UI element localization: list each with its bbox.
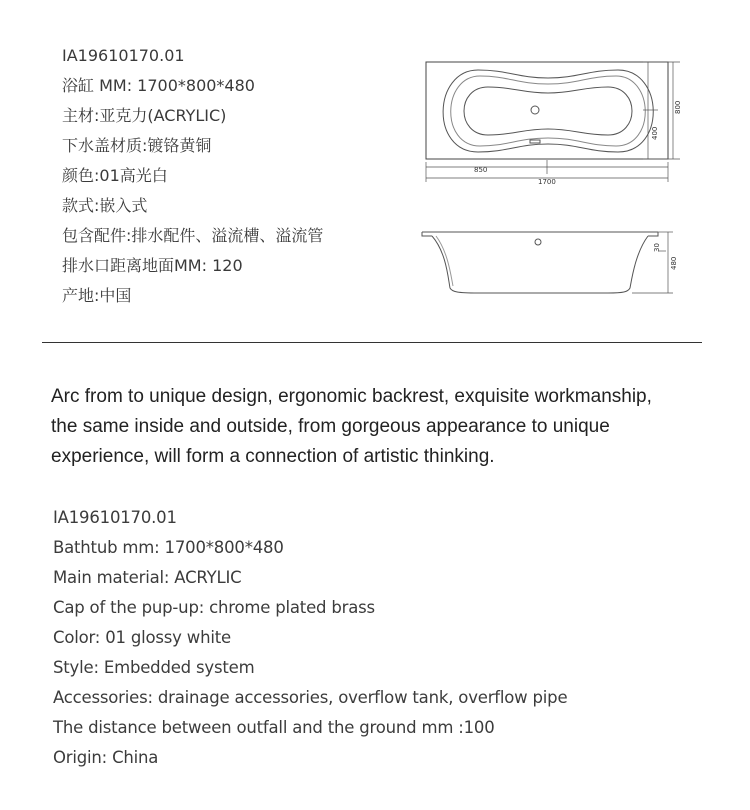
en-drain-height: The distance between outfall and the ground mm :100 <box>53 718 495 737</box>
top-view-drawing <box>426 62 680 182</box>
chinese-spec-list <box>62 44 412 314</box>
en-drain-cap-material: Cap of the pup-up: chrome plated brass <box>53 598 375 617</box>
dim-label-800: 800 <box>674 100 682 114</box>
cn-accessories: 包含配件:排水配件、溢流槽、溢流管 <box>62 226 324 245</box>
dim-label-30: 30 <box>653 243 661 252</box>
cn-color: 颜色:01高光白 <box>62 166 168 185</box>
dim-label-480: 480 <box>670 256 678 270</box>
technical-drawings <box>418 52 680 302</box>
en-origin: Origin: China <box>53 748 159 767</box>
section-divider <box>42 342 702 343</box>
en-style: Style: Embedded system <box>53 658 255 677</box>
bathtub-drawing-svg <box>418 52 680 302</box>
english-spec-list <box>53 506 703 776</box>
en-color: Color: 01 glossy white <box>53 628 231 647</box>
en-dimensions: Bathtub mm: 1700*800*480 <box>53 538 284 557</box>
cn-style: 款式:嵌入式 <box>62 196 148 215</box>
cn-material: 主材:亚克力(ACRYLIC) <box>62 106 227 125</box>
cn-origin: 产地:中国 <box>62 286 132 305</box>
en-accessories: Accessories: drainage accessories, overflow tank, overflow pipe <box>53 688 568 707</box>
intro-line: experience, will form a connection of artistic thinking. <box>51 446 495 467</box>
dim-label-400: 400 <box>651 126 659 140</box>
intro-line: Arc from to unique design, ergonomic backrest, exquisite workmanship, <box>51 386 652 407</box>
side-view-drawing <box>422 232 673 293</box>
intro-paragraph <box>51 382 701 472</box>
dim-label-1700: 1700 <box>538 178 556 186</box>
cn-drain-cap-material: 下水盖材质:镀铬黄铜 <box>62 136 212 155</box>
en-material: Main material: ACRYLIC <box>53 568 242 587</box>
cn-drain-height: 排水口距离地面MM: 120 <box>62 256 243 275</box>
intro-line: the same inside and outside, from gorgeous appearance to unique <box>51 416 610 437</box>
cn-model-number: IA19610170.01 <box>62 46 185 65</box>
dim-label-850: 850 <box>474 166 488 174</box>
cn-dimensions: 浴缸 MM: 1700*800*480 <box>62 76 255 95</box>
en-model-number: IA19610170.01 <box>53 508 177 527</box>
